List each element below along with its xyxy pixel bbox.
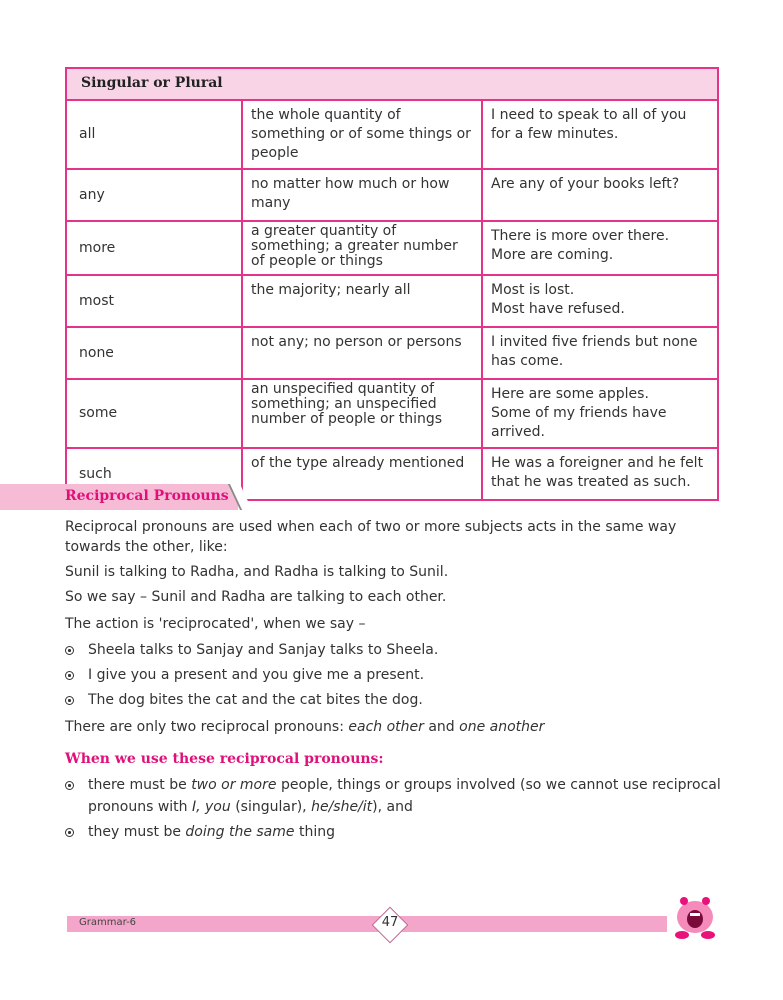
list-item: I give you a present and you give me a present. (65, 664, 84, 686)
table-row (66, 169, 718, 221)
word-cell: any (66, 169, 242, 221)
meaning-cell: no matter how much or how many (242, 169, 482, 221)
word-cell: none (66, 327, 242, 379)
bullet-icon (65, 781, 74, 790)
bullet-icon (65, 828, 74, 837)
meaning-cell: the majority; nearly all (242, 275, 482, 327)
table-row (66, 275, 718, 327)
table-row (66, 379, 718, 448)
monster-mascot-icon (670, 895, 720, 940)
example-cell: Are any of your books left? (482, 169, 718, 221)
example-cell: I need to speak to all of you for a few minutes. (482, 100, 718, 169)
list-item: there must be two or more people, things or groups involved (so we cannot use reciprocal pronouns with I, you (singular), he/she/it), and (65, 774, 84, 796)
page-number: 47 (381, 915, 399, 930)
word-cell: most (66, 275, 242, 327)
footer-bar (67, 916, 667, 932)
table-row (66, 221, 718, 275)
paragraph: There are only two reciprocal pronouns: each other and one another (65, 719, 545, 735)
meaning-cell: of the type already mentioned (242, 448, 482, 500)
list-item: The dog bites the cat and the cat bites the dog. (65, 689, 84, 711)
table-row (66, 100, 718, 169)
word-cell: all (66, 100, 242, 169)
paragraph: Sunil is talking to Radha, and Radha is talking to Sunil. (65, 564, 449, 580)
paragraph: The action is 'reciprocated', when we say – (65, 616, 366, 632)
word-cell: such (66, 448, 242, 500)
bullet-icon (65, 696, 74, 705)
bullet-icon (65, 646, 74, 655)
bullet-icon (65, 671, 74, 680)
table-row (66, 327, 718, 379)
section-title: Reciprocal Pronouns (65, 488, 229, 504)
table-header: Singular or Plural (66, 68, 718, 100)
list-item: Sheela talks to Sanjay and Sanjay talks to Sheela. (65, 639, 84, 661)
meaning-cell: a greater quantity of something; a greater number of people or things (242, 221, 482, 275)
pronoun-table (65, 67, 719, 501)
paragraph: Reciprocal pronouns are used when each of two or more subjects acts in the same way towards the other, like: (65, 519, 677, 555)
example-cell: Most is lost. Most have refused. (482, 275, 718, 327)
book-title: Grammar-6 (79, 917, 137, 928)
subheading: When we use these reciprocal pronouns: (65, 751, 384, 767)
meaning-cell: an unspecified quantity of something; an unspecified number of people or things (242, 379, 482, 448)
meaning-cell: not any; no person or persons (242, 327, 482, 379)
word-cell: some (66, 379, 242, 448)
list-item: they must be doing the same thing (65, 821, 84, 843)
meaning-cell: the whole quantity of something or of some things or people (242, 100, 482, 169)
example-cell: Here are some apples. Some of my friends have arrived. (482, 379, 718, 448)
paragraph: So we say – Sunil and Radha are talking to each other. (65, 589, 447, 605)
word-cell: more (66, 221, 242, 275)
example-cell: I invited five friends but none has come. (482, 327, 718, 379)
example-cell: There is more over there. More are coming. (482, 221, 718, 275)
example-cell: He was a foreigner and he felt that he was treated as such. (482, 448, 718, 500)
